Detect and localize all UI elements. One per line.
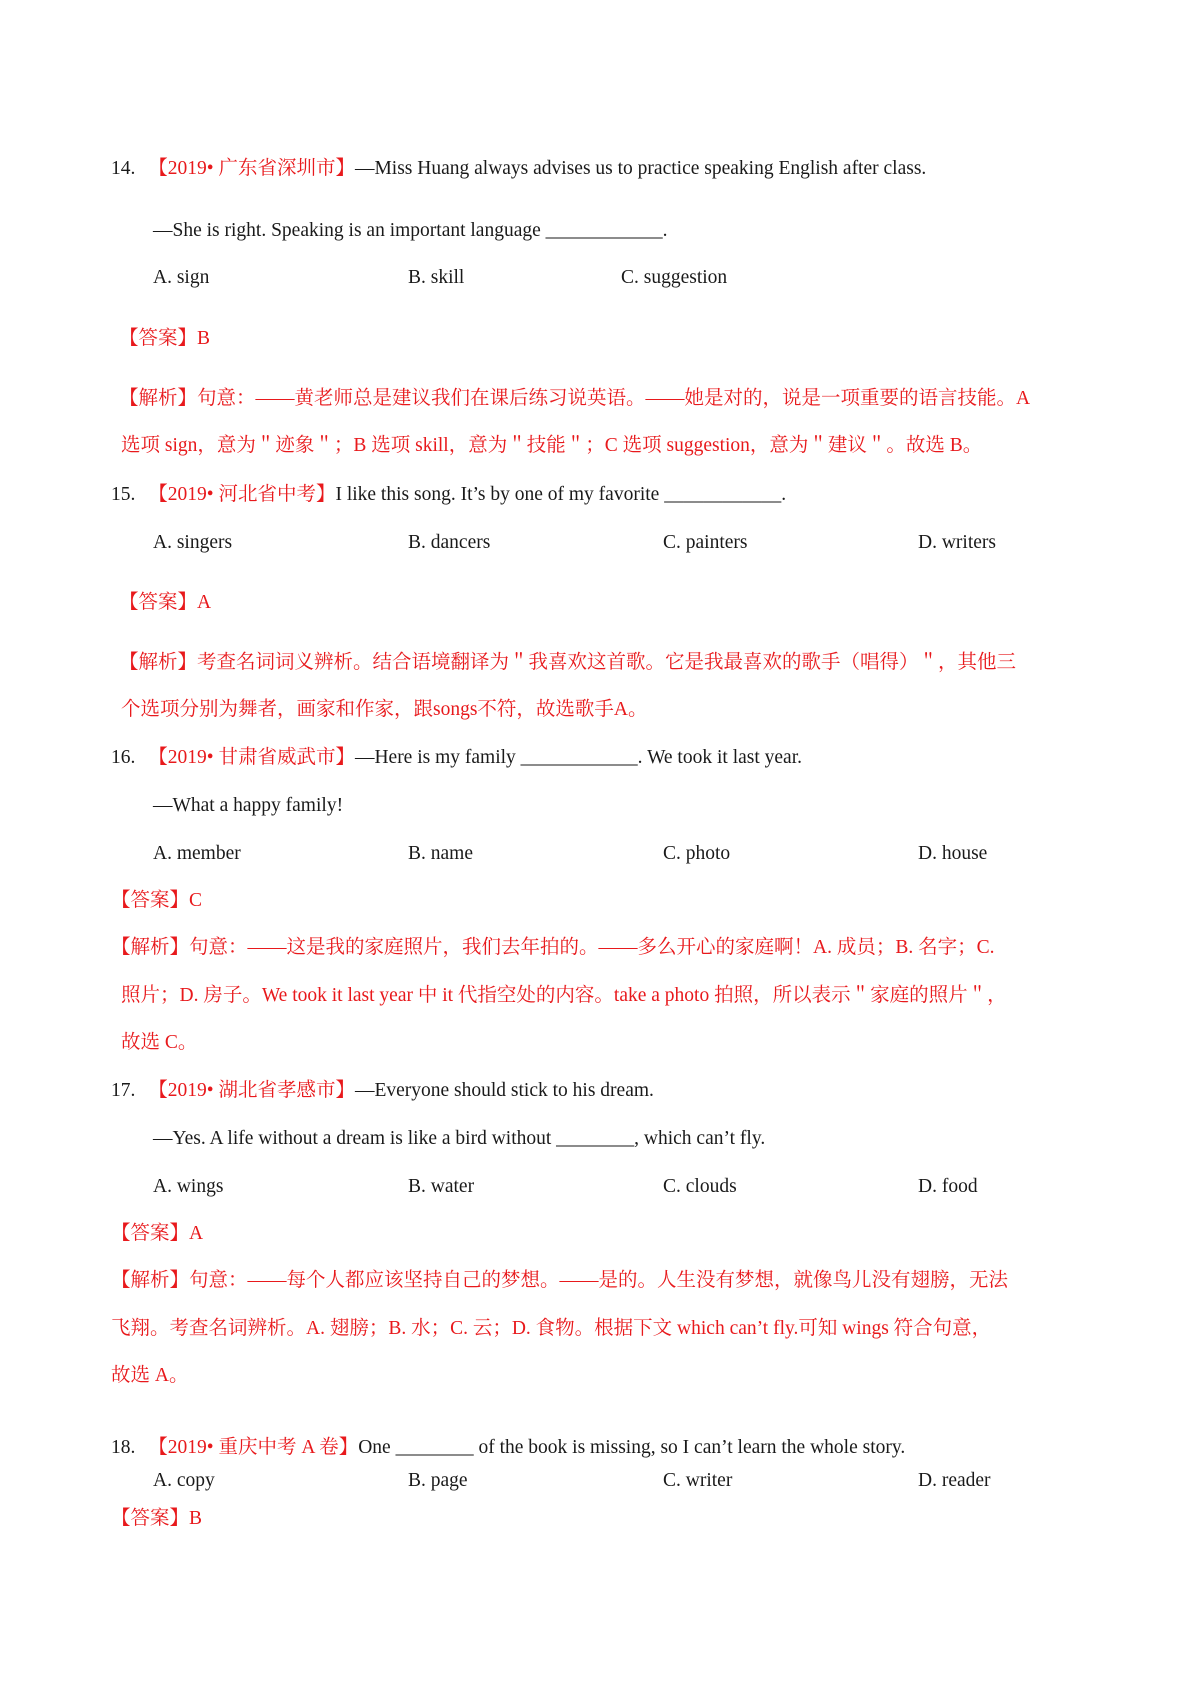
option-c: C. photo xyxy=(663,843,731,864)
explanation-16-line-1: 【解析】句意：——这是我的家庭照片，我们去年拍的。——多么开心的家庭啊！A. 成员；B. 名字；C. xyxy=(111,937,995,958)
explanation-16-line-3: 故选 C。 xyxy=(121,1032,198,1053)
question-source: 【2019• 甘肃省威武市】 xyxy=(148,747,355,768)
option-c: C. painters xyxy=(663,532,748,553)
question-18-stem xyxy=(111,1435,905,1461)
question-source: 【2019• 湖北省孝感市】 xyxy=(148,1080,355,1101)
option-a: A. member xyxy=(153,843,241,864)
option-b: B. water xyxy=(408,1176,475,1197)
question-number: 14. xyxy=(111,158,136,179)
question-number: 15. xyxy=(111,484,136,505)
question-16-stem xyxy=(111,745,802,771)
question-number: 16. xyxy=(111,747,136,768)
question-text: —Here is my family ____________. We took it last year. xyxy=(354,747,802,768)
answer-17: 【答案】A xyxy=(111,1223,204,1244)
explanation-14-line-1: 【解析】句意：——黄老师总是建议我们在课后练习说英语。——她是对的，说是一项重要的语言技能。A xyxy=(119,388,1031,409)
question-number: 18. xyxy=(111,1437,136,1458)
option-a: A. wings xyxy=(153,1176,224,1197)
question-14-stem xyxy=(111,156,926,182)
answer-14: 【答案】B xyxy=(119,328,211,349)
option-b: B. page xyxy=(408,1470,468,1491)
option-a: A. copy xyxy=(153,1470,215,1491)
explanation-17-line-1: 【解析】句意：——每个人都应该坚持自己的梦想。——是的。人生没有梦想，就像鸟儿没有翅膀，无法 xyxy=(111,1270,1009,1291)
question-16-reply: —What a happy family! xyxy=(153,795,344,816)
option-d: D. food xyxy=(918,1176,978,1197)
explanation-16-line-2: 照片；D. 房子。We took it last year 中 it 代指空处的内容。take a photo 拍照，所以表示＂家庭的照片＂， xyxy=(121,985,1007,1006)
explanation-14-line-2: 选项 sign，意为＂迹象＂；B 选项 skill，意为＂技能＂；C 选项 suggestion，意为＂建议＂。故选 B。 xyxy=(121,435,983,456)
question-14-reply: —She is right. Speaking is an important language ____________. xyxy=(153,220,668,241)
question-source: 【2019• 广东省深圳市】 xyxy=(148,158,355,179)
question-source: 【2019• 重庆中考 A 卷】 xyxy=(148,1437,359,1458)
question-text: I like this song. It’s by one of my favorite ____________. xyxy=(335,484,787,505)
explanation-17-line-3: 故选 A。 xyxy=(111,1365,189,1386)
option-b: B. name xyxy=(408,843,473,864)
option-a: A. singers xyxy=(153,532,233,553)
answer-16: 【答案】C xyxy=(111,890,203,911)
question-text: —Miss Huang always advises us to practice speaking English after class. xyxy=(354,158,927,179)
option-d: D. writers xyxy=(918,532,996,553)
question-text: One ________ of the book is missing, so I can’t learn the whole story. xyxy=(358,1437,906,1458)
option-d: D. reader xyxy=(918,1470,991,1491)
option-c: C. clouds xyxy=(663,1176,737,1197)
answer-15: 【答案】A xyxy=(119,592,212,613)
explanation-15-line-2: 个选项分别为舞者，画家和作家，跟songs不符，故选歌手A。 xyxy=(121,699,648,720)
question-number: 17. xyxy=(111,1080,136,1101)
option-b: B. dancers xyxy=(408,532,491,553)
question-17-stem xyxy=(111,1078,654,1104)
question-15-stem xyxy=(111,482,786,508)
question-text: —Everyone should stick to his dream. xyxy=(354,1080,654,1101)
option-d: D. house xyxy=(918,843,988,864)
explanation-15-line-1: 【解析】考查名词词义辨析。结合语境翻译为＂我喜欢这首歌。它是我最喜欢的歌手（唱得）＂，其他三 xyxy=(119,652,1017,673)
option-c: C. suggestion xyxy=(621,267,728,288)
option-b: B. skill xyxy=(408,267,465,288)
question-source: 【2019• 河北省中考】 xyxy=(148,484,336,505)
option-c: C. writer xyxy=(663,1470,733,1491)
option-a: A. sign xyxy=(153,267,210,288)
question-17-reply: —Yes. A life without a dream is like a bird without ________, which can’t fly. xyxy=(153,1128,766,1149)
explanation-17-line-2: 飞翔。考查名词辨析。A. 翅膀；B. 水；C. 云；D. 食物。根据下文 which can’t fly.可知 wings 符合句意， xyxy=(111,1318,992,1339)
answer-18: 【答案】B xyxy=(111,1508,203,1529)
